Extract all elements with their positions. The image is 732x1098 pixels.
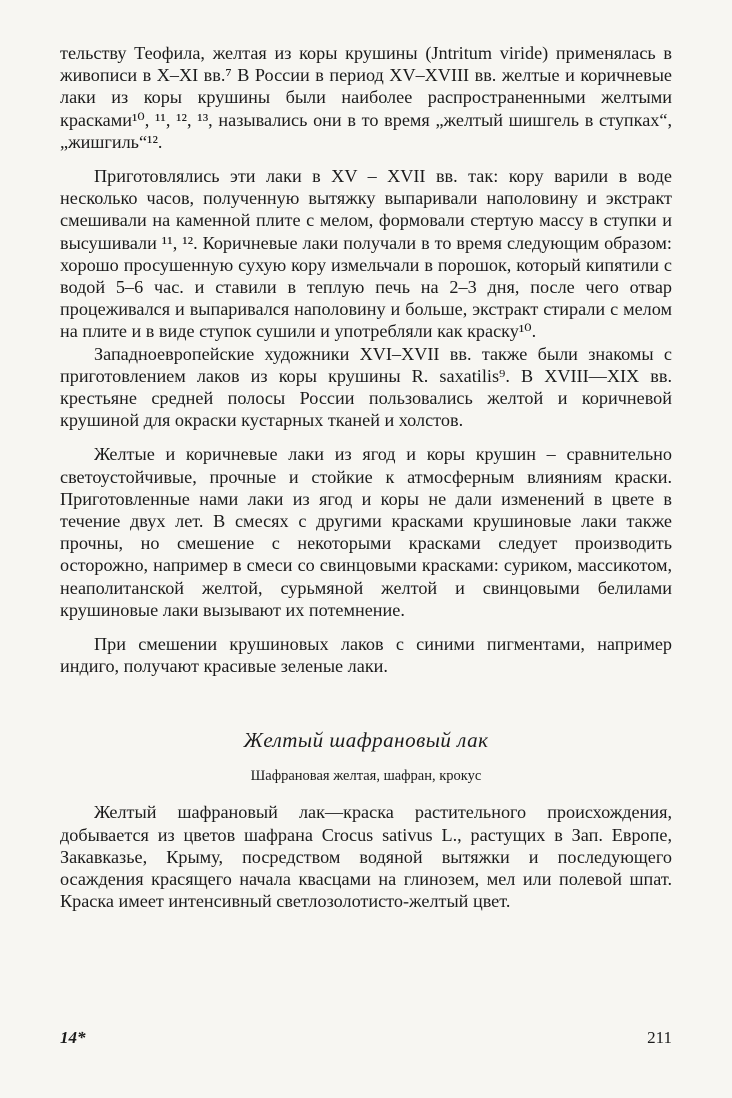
page-footer — [60, 1028, 672, 1048]
paragraph-2: Приготовлялись эти лаки в XV – XVII вв. так: кору варили в воде несколько часов, полученную вытяжку выпаривали наполовину и экстракт смешивали на каменной плите с мелом, формовали стертую массу в ступки и высушивали ¹¹, ¹². Коричневые лаки получали в то время следующим образом: хорошо просушенную сухую кору измельчали в порошок, который кипятили с водой 5–6 час. и ставили в теплую печь на 2–3 дня, после чего отвар процеживался и выпаривался наполовину и больше, экстракт стирали с мелом на плите и в виде ступок сушили и употребляли как краску¹⁰. — [60, 166, 672, 342]
section-paragraph: Желтый шафрановый лак—краска растительного происхождения, добывается из цветов шафрана Crocus sativus L., растущих в Зап. Европе, Закавказье, Крыму, посредством водяной вытяжки и последующего осаждения красящего начала квасцами на глинозем, мел или полевой шпат. Краска имеет интенсивный светлозолотисто-желтый цвет. — [60, 802, 672, 912]
paragraph-4: Желтые и коричневые лаки из ягод и коры крушин – сравнительно светоустойчивые, прочные и стойкие к атмосферным влияниям краски. Приготовленные нами лаки из ягод и коры не дали изменений в цвете в течение двух лет. В смесях с другими красками крушиновые лаки также прочны, но смешение с некоторыми красками следует производить осторожно, например в смеси со свинцовыми красками: суриком, массикотом, неаполитанской желтой, сурьмяной желтой и свинцовыми белилами крушиновые лаки вызывают их потемнение. — [60, 444, 672, 620]
section-title: Желтый шафрановый лак — [243, 728, 489, 753]
section-subtitle: Шафрановая желтая, шафран, крокус — [250, 768, 482, 785]
page-number: 211 — [647, 1028, 672, 1047]
paragraph-5: При смешении крушиновых лаков с синими пигментами, например индиго, получают красивые зеленые лаки. — [60, 634, 672, 677]
paragraph-3: Западноевропейские художники XVI–XVII вв. также были знакомы с приготовлением лаков из коры крушины R. saxatilis⁹. В XVIII—XIX вв. крестьяне средней полосы России пользовались желтой и коричневой крушиной для окраски кустарных тканей и холстов. — [60, 343, 672, 431]
section-text — [60, 801, 672, 912]
body-text — [60, 42, 672, 677]
signature-mark: 14* — [60, 1028, 86, 1047]
paragraph-1: тельству Теофила, желтая из коры крушины (Jntritum viride) применялась в живописи в X–XI вв.⁷ В России в период XV–XVIII вв. желтые и коричневые лаки из коры крушины были наиболее распространенными желтыми красками¹⁰, ¹¹, ¹², ¹³, назывались они в то время „желтый шишгель в ступках“, „жишгиль“¹². — [60, 43, 672, 152]
